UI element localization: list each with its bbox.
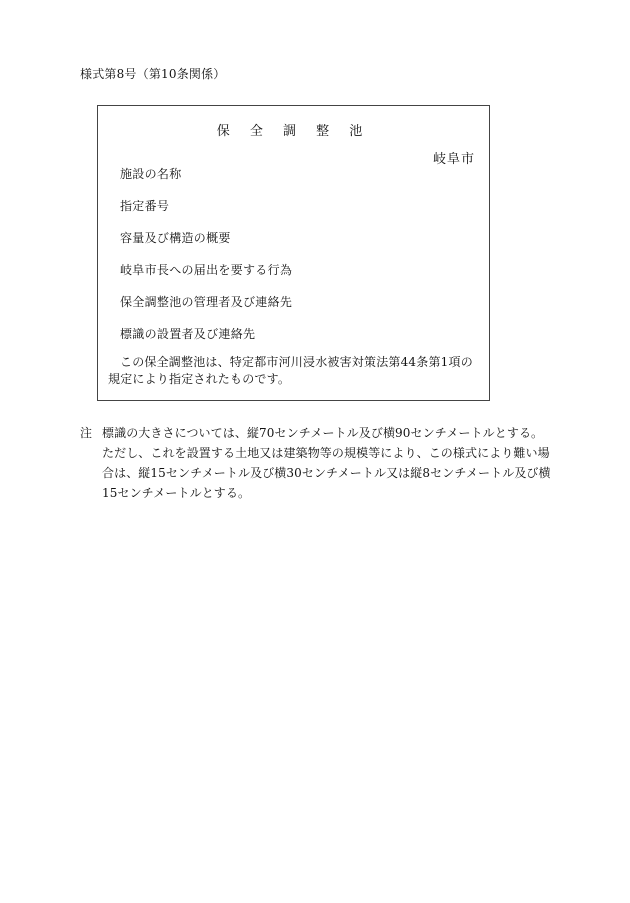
sign-board (97, 105, 490, 401)
sign-statement: この保全調整池は、特定都市河川浸水被害対策法第44条第1項の規定により指定されたものです。 (108, 355, 473, 386)
note (80, 423, 555, 503)
sign-item-capacity-structure: 容量及び構造の概要 (120, 231, 231, 245)
sign-item-notifiable-acts: 岐阜市長への届出を要する行為 (120, 263, 293, 277)
sign-title: 保 全 調 整 池 (216, 124, 371, 139)
sign-city: 岐阜市 (432, 152, 475, 167)
sign-item-manager-contact: 保全調整池の管理者及び連絡先 (120, 295, 293, 309)
sign-item-facility-name: 施設の名称 (120, 167, 182, 181)
sign-item-designation-number: 指定番号 (120, 199, 170, 213)
form-number: 様式第8号（第10条関係） (80, 67, 226, 81)
note-text: 標識の大きさについては、縦70センチメートル及び横90センチメートルとする。ただし、これを設置する土地又は建築物等の規模等により、この様式により難い場合は、縦15センチメートル及び横30センチメートル又は縦8センチメートル及び横15センチメートルとする。 (102, 426, 551, 500)
note-mark: 注 (80, 426, 93, 440)
sign-item-installer-contact: 標識の設置者及び連絡先 (120, 327, 256, 341)
